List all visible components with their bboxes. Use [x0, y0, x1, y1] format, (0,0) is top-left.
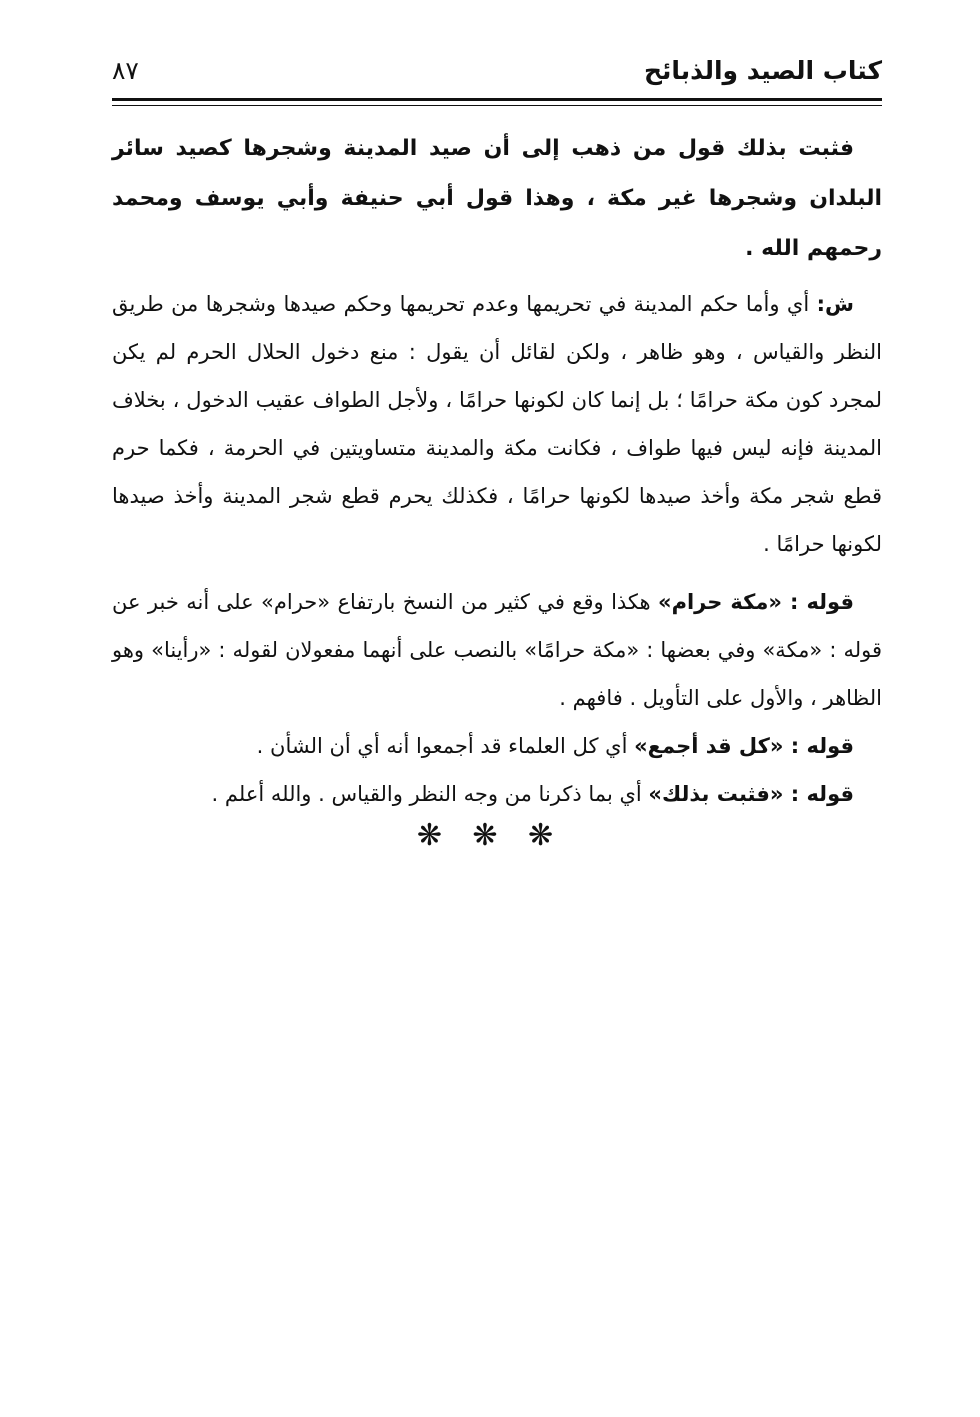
- gloss-paragraph-1: [112, 578, 882, 722]
- main-text-paragraph: [112, 124, 882, 274]
- gloss-lemma-2: قوله : «كل قد أجمع»: [634, 734, 854, 758]
- running-title: كتاب الصيد والذبائح: [643, 56, 882, 85]
- page-body: [112, 124, 882, 818]
- page-header: [112, 52, 882, 98]
- gloss-text-2: أي كل العلماء قد أجمعوا أنه أي أن الشأن .: [256, 734, 635, 758]
- commentary-text: أي وأما حكم المدينة في تحريمها وعدم تحريمها وحكم صيدها وشجرها من طريق النظر والقياس ، وهو ظاهر ، ولكن لقائل أن يقول : منع دخول الحلال الحرم لم يكن لمجرد كون مكة حرامًا ؛ بل إنما كان لكونها حرامًا ، ولأجل الطواف عقيب الدخول ، بخلاف المدينة فإنه ليس فيها طواف ، فكانت مكة والمدينة متساويتين في الحرمة ، فكما حرم قطع شجر مكة وأخذ صيدها لكونها حرامًا ، فكذلك يحرم قطع شجر المدينة وأخذ صيدها لكونها حرامًا .: [112, 292, 882, 556]
- header-rule-thin: [112, 105, 882, 106]
- gloss-text-1: هكذا وقع في كثير من النسخ بارتفاع «حرام» على أنه خبر عن قوله : «مكة» وفي بعضها : «مكة حرامًا» بالنصب على أنهما مفعولان لقوله : «رأينا» وهو الظاهر ، والأول على التأويل . فافهم .: [112, 590, 882, 710]
- commentary-marker: ش:: [816, 292, 854, 316]
- gloss-paragraph-3: [112, 770, 882, 818]
- gloss-text-3: أي بما ذكرنا من وجه النظر والقياس . والله أعلم .: [211, 782, 649, 806]
- gloss-lemma-3: قوله : «فثبت بذلك»: [648, 782, 854, 806]
- main-text: فثبت بذلك قول من ذهب إلى أن صيد المدينة وشجرها كصيد سائر البلدان وشجرها غير مكة ، وهذا قول أبي حنيفة وأبي يوسف ومحمد رحمهم الله .: [112, 136, 882, 261]
- gloss-lemma-1: قوله : «مكة حرام»: [658, 590, 854, 614]
- header-rule-thick: [112, 98, 882, 101]
- commentary-paragraph: [112, 280, 882, 568]
- section-separator: ❋ ❋ ❋: [416, 818, 564, 853]
- page-number: ٨٧: [112, 56, 139, 85]
- gloss-paragraph-2: [112, 722, 882, 770]
